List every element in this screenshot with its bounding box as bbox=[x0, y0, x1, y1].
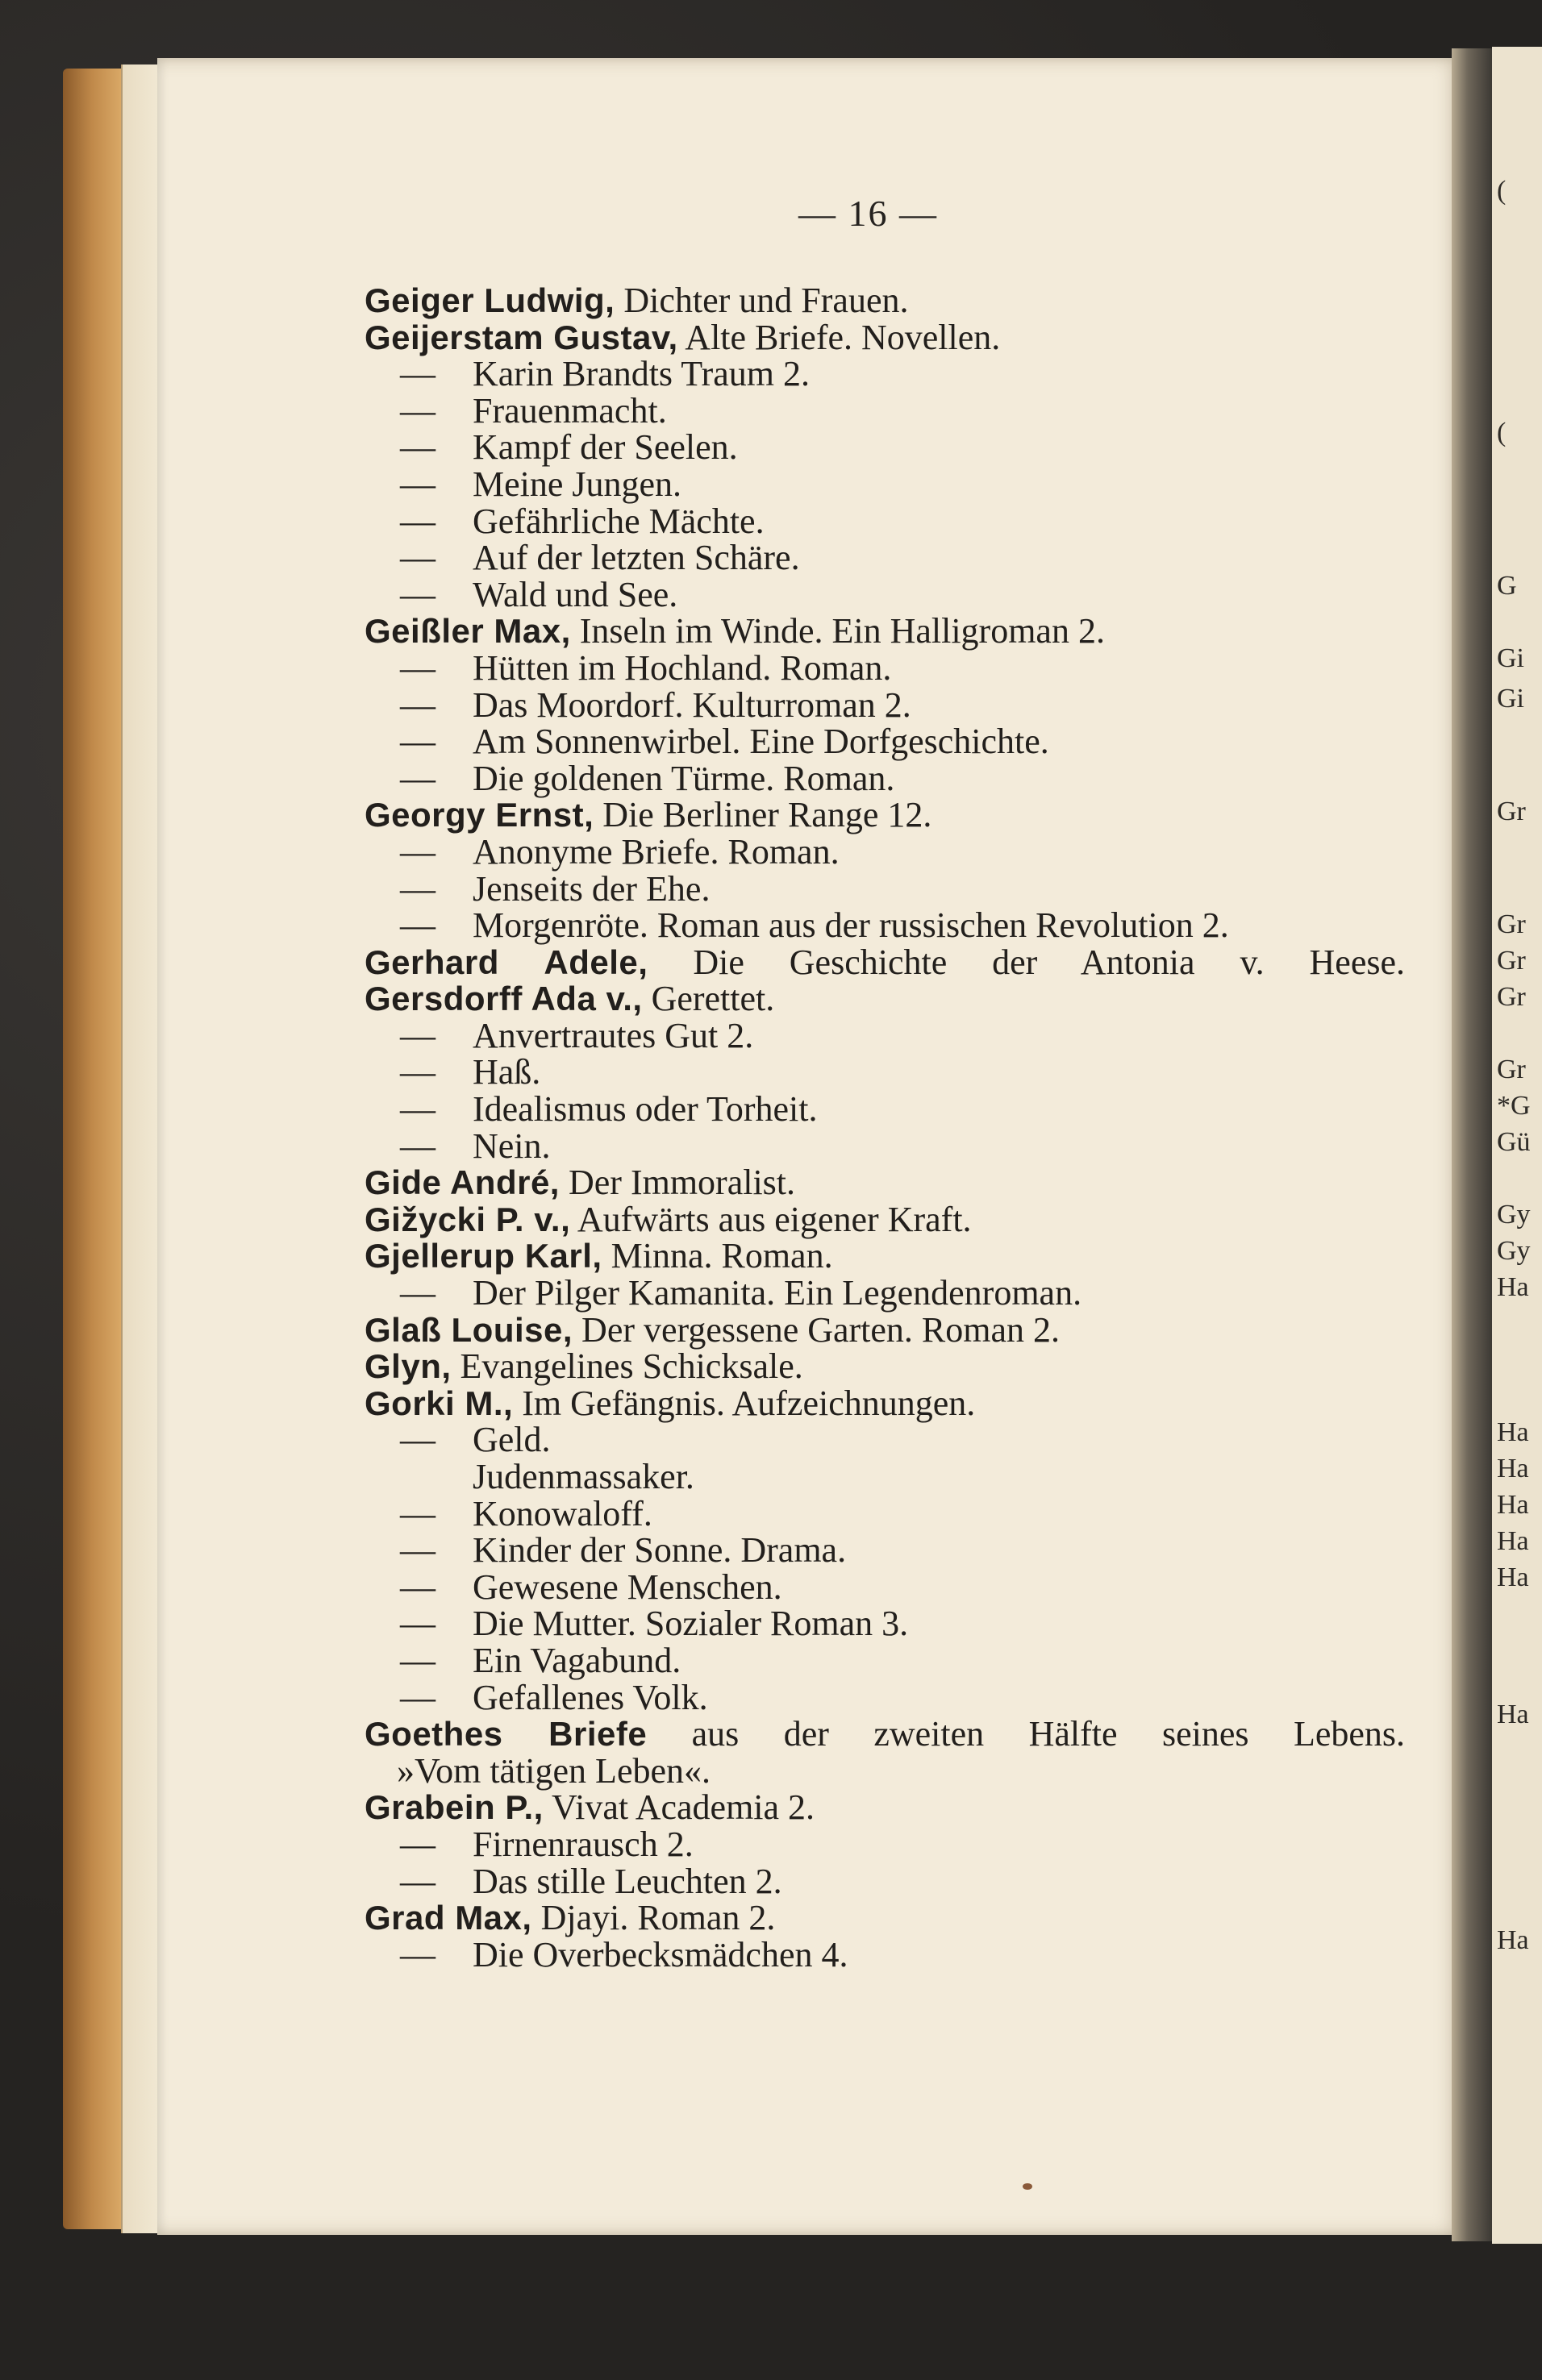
list-item bbox=[365, 1275, 1437, 1312]
facing-page-text: Ha bbox=[1497, 1490, 1529, 1520]
book-title: Evangelines Schicksale. bbox=[451, 1346, 803, 1387]
ditto-dash: — bbox=[400, 501, 436, 541]
list-item bbox=[365, 1054, 1437, 1091]
book-title: Das stille Leuchten 2. bbox=[473, 1861, 782, 1901]
list-item bbox=[365, 1493, 1437, 1533]
book-title: Meine Jungen. bbox=[473, 464, 682, 504]
facing-page-text: Gü bbox=[1497, 1127, 1531, 1157]
facing-page-text: Gi bbox=[1497, 684, 1524, 714]
author-name: Geiger Ludwig, bbox=[365, 281, 615, 319]
book-title: Wald und See. bbox=[473, 574, 678, 614]
book-title: Konowaloff. bbox=[473, 1493, 652, 1533]
list-item bbox=[365, 1679, 1437, 1716]
book-title: Anvertrautes Gut 2. bbox=[473, 1015, 754, 1055]
list-item bbox=[365, 1164, 1437, 1201]
book-title: Gefährliche Mächte. bbox=[473, 501, 765, 541]
author-name: Gersdorff Ada v., bbox=[365, 980, 643, 1018]
ditto-dash: — bbox=[400, 1604, 436, 1644]
book-title: Am Sonnenwirbel. Eine Dorfgeschichte. bbox=[473, 722, 1049, 762]
page-number: — 16 — bbox=[798, 193, 938, 234]
author-name: Gorki M., bbox=[365, 1383, 514, 1422]
facing-page-text: Ha bbox=[1497, 1925, 1529, 1955]
ditto-dash: — bbox=[400, 868, 436, 909]
book-title: Judenmassaker. bbox=[473, 1457, 694, 1496]
list-item bbox=[365, 1385, 1437, 1422]
book-title: Jenseits der Ehe. bbox=[473, 868, 711, 909]
list-item bbox=[365, 1091, 1437, 1128]
book-title: Vivat Academia 2. bbox=[543, 1787, 815, 1828]
book-title: Die Mutter. Sozialer Roman 3. bbox=[473, 1604, 909, 1644]
list-item bbox=[365, 429, 1437, 466]
list-item bbox=[365, 797, 1437, 834]
ditto-dash: — bbox=[400, 1530, 436, 1571]
list-item bbox=[365, 1421, 1437, 1458]
book-title: Gefallenes Volk. bbox=[473, 1677, 708, 1717]
list-item bbox=[365, 1309, 1437, 1350]
book-title: Auf der letzten Schäre. bbox=[473, 538, 800, 578]
ditto-dash: — bbox=[400, 464, 436, 504]
ditto-dash: — bbox=[400, 354, 436, 394]
ditto-dash: — bbox=[400, 684, 436, 725]
book-title: Die Overbecksmädchen 4. bbox=[473, 1934, 848, 1974]
list-item bbox=[365, 282, 1437, 319]
book-title: aus der zweiten Hälfte seines Lebens. bbox=[647, 1714, 1405, 1754]
ditto-dash: — bbox=[400, 1052, 436, 1092]
list-item bbox=[365, 1863, 1437, 1900]
ditto-dash: — bbox=[400, 905, 436, 946]
facing-page-text: Gr bbox=[1497, 946, 1526, 976]
author-name: Gide André, bbox=[365, 1163, 560, 1202]
book-title: Inseln im Winde. Ein Halligroman 2. bbox=[570, 611, 1105, 651]
list-item bbox=[365, 390, 1437, 431]
list-item bbox=[365, 980, 1437, 1017]
book-title: Aufwärts aus eigener Kraft. bbox=[570, 1199, 972, 1239]
author-name: Glaß Louise, bbox=[365, 1310, 573, 1349]
facing-page-text: Ha bbox=[1497, 1272, 1529, 1302]
list-item bbox=[365, 1750, 1437, 1791]
ditto-dash: — bbox=[400, 831, 436, 872]
book-title: Idealismus oder Torheit. bbox=[473, 1089, 818, 1130]
list-item bbox=[365, 1716, 1405, 1753]
ink-spot bbox=[1023, 2183, 1032, 2190]
book-title: Gerettet. bbox=[642, 979, 775, 1019]
book-title: Karin Brandts Traum 2. bbox=[473, 354, 810, 394]
list-item bbox=[365, 944, 1405, 981]
author-name: Gerhard Adele, bbox=[365, 942, 648, 981]
facing-page-text: ( bbox=[1497, 418, 1507, 447]
ditto-dash: — bbox=[400, 1015, 436, 1055]
ditto-dash: — bbox=[400, 1420, 436, 1460]
list-item bbox=[365, 576, 1437, 614]
ditto-dash: — bbox=[400, 427, 436, 468]
book-title: Das Moordorf. Kulturroman 2. bbox=[473, 684, 911, 725]
book-title: Gewesene Menschen. bbox=[473, 1567, 782, 1607]
book-title: Die goldenen Türme. Roman. bbox=[473, 758, 895, 798]
author-name: Grad Max, bbox=[365, 1899, 532, 1937]
ditto-dash: — bbox=[400, 1273, 436, 1313]
book-title: Hütten im Hochland. Roman. bbox=[473, 647, 892, 688]
list-item bbox=[365, 868, 1437, 909]
list-item bbox=[365, 1201, 1437, 1238]
facing-page-text: Gr bbox=[1497, 1055, 1526, 1084]
book-title: Firnenrausch 2. bbox=[473, 1824, 694, 1864]
author-name: Gižycki P. v., bbox=[365, 1200, 571, 1238]
ditto-dash: — bbox=[400, 647, 436, 688]
ditto-dash: — bbox=[400, 1493, 436, 1533]
facing-page-text: Gi bbox=[1497, 643, 1524, 673]
author-name: Glyn, bbox=[365, 1347, 452, 1386]
book-title: Geld. bbox=[473, 1420, 551, 1460]
author-name: Grabein P., bbox=[365, 1788, 544, 1827]
list-item bbox=[365, 760, 1437, 797]
list-item bbox=[365, 1934, 1437, 1974]
facing-page-fragment bbox=[1492, 47, 1542, 2244]
ditto-dash: — bbox=[400, 390, 436, 431]
book-title: Minna. Roman. bbox=[602, 1236, 833, 1276]
facing-page-text: Ha bbox=[1497, 1417, 1529, 1447]
list-item bbox=[365, 356, 1437, 393]
facing-page-text: Ha bbox=[1497, 1562, 1529, 1592]
continuation-text: »Vom tätigen Leben«. bbox=[397, 1750, 711, 1791]
list-item bbox=[365, 319, 1437, 356]
list-item bbox=[365, 1128, 1437, 1165]
ditto-dash: — bbox=[400, 1861, 436, 1901]
list-item bbox=[365, 1458, 1437, 1496]
list-item bbox=[365, 1017, 1437, 1055]
book-title: Nein. bbox=[473, 1126, 551, 1166]
author-name: Gjellerup Karl, bbox=[365, 1237, 602, 1275]
facing-page-text: Ha bbox=[1497, 1700, 1529, 1729]
book-title: Alte Briefe. Novellen. bbox=[677, 317, 1001, 357]
list-item bbox=[365, 1789, 1437, 1826]
book-title: Frauenmacht. bbox=[473, 390, 667, 431]
facing-page-text: ( bbox=[1497, 176, 1507, 206]
facing-page-text: G bbox=[1497, 571, 1517, 601]
list-item bbox=[365, 647, 1437, 688]
ditto-dash: — bbox=[400, 1677, 436, 1717]
list-item bbox=[365, 1348, 1437, 1385]
facing-page-text: Gy bbox=[1497, 1236, 1531, 1266]
book-title: Haß. bbox=[473, 1052, 541, 1092]
list-item bbox=[365, 1238, 1437, 1275]
book-title: Anonyme Briefe. Roman. bbox=[473, 831, 840, 872]
list-item bbox=[365, 907, 1437, 944]
ditto-dash: — bbox=[400, 758, 436, 798]
list-item bbox=[365, 503, 1437, 540]
book-title: Der Immoralist. bbox=[559, 1163, 796, 1203]
ditto-dash: — bbox=[400, 722, 436, 762]
list-item bbox=[365, 1899, 1437, 1937]
book-title: Kinder der Sonne. Drama. bbox=[473, 1530, 847, 1571]
list-item bbox=[365, 1605, 1437, 1642]
book-title: Der Pilger Kamanita. Ein Legendenroman. bbox=[473, 1273, 1082, 1313]
facing-page-text: Gr bbox=[1497, 909, 1526, 939]
ditto-dash: — bbox=[400, 1089, 436, 1130]
ditto-dash: — bbox=[400, 1126, 436, 1166]
author-name: Geijerstam Gustav, bbox=[365, 318, 678, 356]
book-title: Im Gefängnis. Aufzeichnungen. bbox=[513, 1383, 976, 1423]
list-item bbox=[365, 539, 1437, 576]
book-title: Die Berliner Range 12. bbox=[594, 795, 932, 835]
list-item bbox=[365, 1642, 1437, 1679]
book-title: Ein Vagabund. bbox=[473, 1640, 681, 1680]
author-name: Goethes Briefe bbox=[365, 1715, 648, 1754]
list-item bbox=[365, 684, 1437, 725]
ditto-dash: — bbox=[400, 1824, 436, 1864]
book-title: Djayi. Roman 2. bbox=[531, 1898, 776, 1938]
ditto-dash: — bbox=[400, 1640, 436, 1680]
ditto-dash: — bbox=[400, 1934, 436, 1974]
list-item bbox=[365, 831, 1437, 872]
book-title: Der vergessene Garten. Roman 2. bbox=[573, 1309, 1061, 1350]
list-item bbox=[365, 613, 1437, 650]
facing-page-text: Ha bbox=[1497, 1526, 1529, 1556]
facing-page-text: Ha bbox=[1497, 1454, 1529, 1483]
book-title: Kampf der Seelen. bbox=[473, 427, 738, 468]
book-title: Dichter und Frauen. bbox=[615, 281, 909, 320]
facing-page-text: *G bbox=[1497, 1091, 1531, 1121]
facing-page-text: Gr bbox=[1497, 982, 1526, 1012]
author-name: Georgy Ernst, bbox=[365, 796, 594, 834]
list-item bbox=[365, 1569, 1437, 1606]
book-title: Die Geschichte der Antonia v. Heese. bbox=[648, 942, 1405, 982]
list-item bbox=[365, 1532, 1437, 1569]
ditto-dash: — bbox=[400, 1567, 436, 1607]
list-item bbox=[365, 466, 1437, 503]
ditto-dash: — bbox=[400, 538, 436, 578]
facing-page-text: Gy bbox=[1497, 1200, 1531, 1230]
ditto-dash: — bbox=[400, 574, 436, 614]
list-item bbox=[365, 1826, 1437, 1863]
book-gutter bbox=[1452, 48, 1492, 2241]
list-item bbox=[365, 723, 1437, 760]
author-name: Geißler Max, bbox=[365, 612, 571, 651]
book-title: Morgenröte. Roman aus der russischen Revolution 2. bbox=[473, 905, 1229, 946]
bibliography-list bbox=[365, 282, 1437, 1973]
facing-page-text: Gr bbox=[1497, 797, 1526, 826]
